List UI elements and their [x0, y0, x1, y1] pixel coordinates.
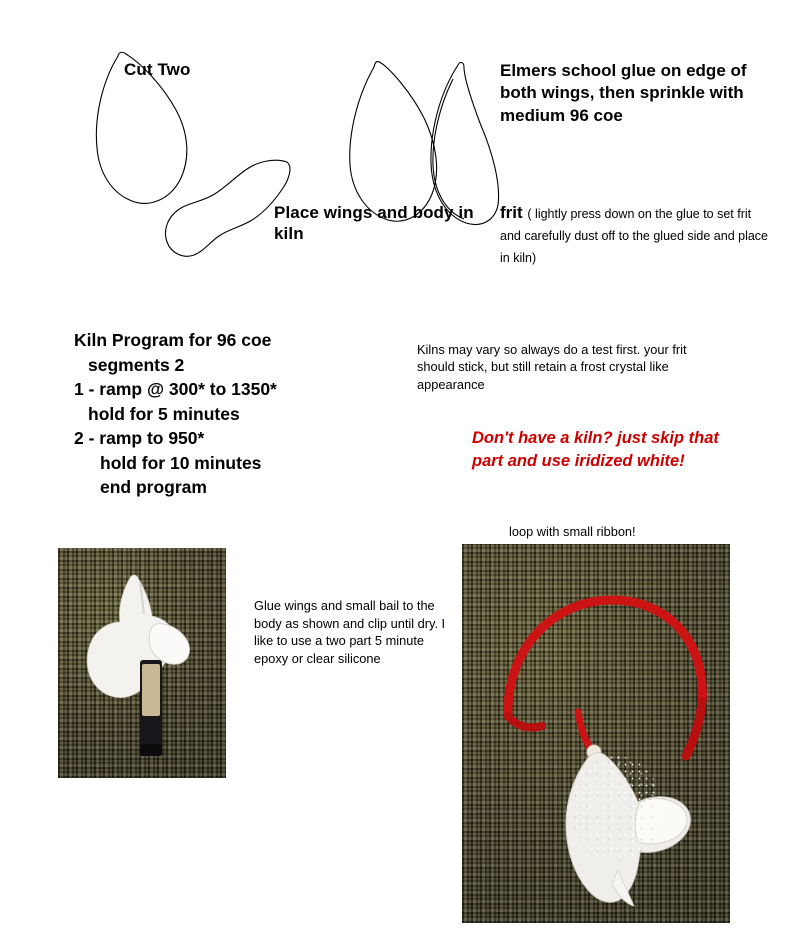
clip-handle	[140, 744, 162, 756]
dove-body-outline-path	[165, 160, 289, 256]
no-kiln-note: Don't have a kiln? just skip that part and use iridized white!	[472, 429, 719, 471]
frit-parenthetical: ( lightly press down on the glue to set frit and carefully dust off to the glued side and place in kiln)	[500, 207, 769, 266]
kiln-program-step-2: 2 - ramp to 950*	[74, 428, 205, 448]
wing-outline-right-path	[431, 63, 499, 225]
photo-left-contents	[58, 548, 226, 778]
kiln-program-heading: Kiln Program for 96 coe	[74, 330, 272, 350]
wing-outline-left-path	[350, 62, 437, 222]
kiln-program-block	[74, 328, 394, 500]
kiln-program-step-2-hold: hold for 10 minutes	[100, 452, 262, 473]
frit-instruction	[500, 202, 775, 268]
photo-right-contents	[462, 544, 730, 923]
kiln-variation-note: Kilns may vary so always do a test first. your frit should stick, but still retain a frost crystal like appearance	[417, 342, 687, 392]
ribbon-through-bail	[578, 712, 590, 748]
ribbon-loop-note: loop with small ribbon!	[509, 524, 636, 539]
kiln-program-step-1-hold: hold for 5 minutes	[88, 403, 240, 424]
red-ribbon-tail-right	[686, 702, 702, 756]
cut-two-label: Cut Two	[124, 60, 191, 79]
glue-assembly-note: Glue wings and small bail to the body as shown and clip until dry. I like to use a two part 5 minute epoxy or clear silicone	[254, 598, 446, 666]
red-ribbon-loop	[508, 600, 702, 716]
wing-inner-edge-path	[433, 79, 464, 219]
clip-pad	[142, 664, 160, 716]
kiln-program-segments: segments 2	[88, 354, 185, 375]
elmers-glue-instruction: Elmers school glue on edge of both wings, then sprinkle with medium 96 coe	[500, 61, 747, 125]
kiln-program-end: end program	[100, 477, 207, 497]
frit-word: frit	[500, 203, 523, 222]
photo-dove-with-clip	[58, 548, 226, 778]
photo-finished-ornament	[462, 544, 730, 923]
red-ribbon-tail-left	[508, 716, 542, 728]
kiln-program-step-1: 1 - ramp @ 300* to 1350*	[74, 379, 277, 399]
place-in-kiln-label: Place wings and body in kiln	[274, 203, 474, 243]
